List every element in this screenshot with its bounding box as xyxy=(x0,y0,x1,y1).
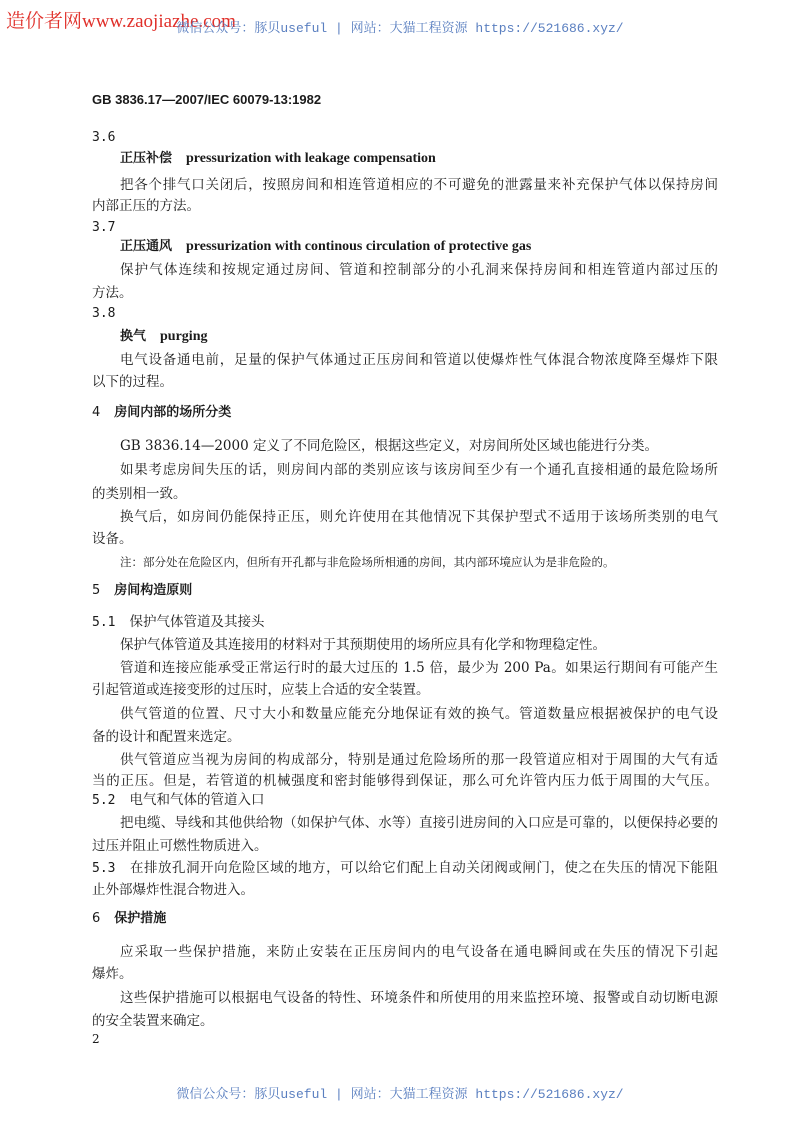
paragraph-line: 供气管道的位置、尺寸大小和数量应能充分地保证有效的换气。管道数量应根据被保护的电气设 xyxy=(120,706,718,722)
subsection-number: 5.3 xyxy=(92,861,116,876)
document-id: GB 3836.17—2007/IEC 60079-13:1982 xyxy=(92,92,322,107)
paragraph-line: 管道和连接应能承受正常运行时的最大过压的 1.5 倍，最少为 200 Pa。如果运行期间有可能产生 xyxy=(120,660,718,676)
paragraph-line: 引起管道或连接变形的过压时，应装上合适的安全装置。 xyxy=(92,682,430,698)
subsection-heading xyxy=(92,790,718,810)
paragraph-line: 方法。 xyxy=(92,285,133,301)
term-heading xyxy=(120,237,718,257)
paragraph-line: 换气后，如房间仍能保持正压，则允许使用在其他情况下其保护型式不适用于该场所类别的电气 xyxy=(120,509,718,525)
note: 注：部分处在危险区内，但所有开孔都与非危险场所相通的房间，其内部环境应认为是非危险的。 xyxy=(120,555,615,569)
paragraph-line: 爆炸。 xyxy=(92,966,133,982)
section-title: 房间内部的场所分类 xyxy=(114,405,232,420)
subsection-title: 电气和气体的管道入口 xyxy=(129,792,265,808)
section-heading xyxy=(92,403,718,423)
term-heading xyxy=(120,149,718,169)
paragraph-line: 把各个排气口关闭后，按照房间和相连管道相应的不可避免的泄露量来补充保护气体以保持房间 xyxy=(120,177,718,193)
paragraph-line: 供气管道应当视为房间的构成部分，特别是通过危险场所的那一段管道应相对于周围的大气有适 xyxy=(120,752,718,768)
paragraph-line: 的类别相一致。 xyxy=(92,486,187,502)
section-number: 5 xyxy=(92,583,101,598)
paragraph-line: 备的设计和配置来选定。 xyxy=(92,729,241,745)
paragraph-line: 这些保护措施可以根据电气设备的特性、环境条件和所使用的用来监控环境、报警或自动切断电源 xyxy=(120,990,718,1006)
paragraph-line: 以下的过程。 xyxy=(92,374,173,390)
paragraph-line: 过压并阻止可燃性物质进入。 xyxy=(92,838,268,854)
clause-number: 3.6 xyxy=(92,130,116,145)
page-number: 2 xyxy=(92,1032,100,1046)
paragraph-line: 把电缆、导线和其他供给物（如保护气体、水等）直接引进房间的入口应是可靠的，以便保持必要的 xyxy=(120,815,718,831)
term-cn: 正压通风 xyxy=(120,239,173,254)
paragraph-line: 在排放孔洞开向危险区域的地方，可以给它们配上自动关闭阀或闸门，使之在失压的情况下能阻 xyxy=(129,860,718,876)
subsection-title: 保护气体管道及其接头 xyxy=(129,614,265,630)
paragraph-line: 当的正压。但是，若管道的机械强度和密封能够得到保证，那么可允许管内压力低于周围的大气压。 xyxy=(92,773,718,789)
subsection-heading xyxy=(92,612,718,632)
paragraph-line: GB 3836.14—2000 定义了不同危险区，根据这些定义，对房间所处区域也能进行分类。 xyxy=(120,438,658,454)
subsection-line xyxy=(92,858,718,878)
paragraph-line: 如果考虑房间失压的话，则房间内部的类别应该与该房间至少有一个通孔直接相通的最危险场所 xyxy=(120,462,718,478)
paragraph-line: 保护气体连续和按规定通过房间、管道和控制部分的小孔洞来保持房间和相连管道内部过压的 xyxy=(120,262,718,278)
clause-number: 3.7 xyxy=(92,220,116,235)
watermark-site: 造价者网www.zaojiazhe.com xyxy=(6,11,236,32)
section-heading xyxy=(92,909,718,929)
paragraph-line: 止外部爆炸性混合物进入。 xyxy=(92,882,254,898)
paragraph-line: 电气设备通电前，足量的保护气体通过正压房间和管道以使爆炸性气体混合物浓度降至爆炸下限 xyxy=(120,352,718,368)
clause-number: 3.8 xyxy=(92,306,116,321)
section-number: 6 xyxy=(92,911,101,926)
term-cn: 正压补偿 xyxy=(120,151,173,166)
paragraph-line: 应采取一些保护措施，来防止安装在正压房间内的电气设备在通电瞬间或在失压的情况下引起 xyxy=(120,944,718,960)
watermark-banner-top: 微信公众号：豚贝useful | 网站：大猫工程资源 https://521686.xyz/ xyxy=(176,21,624,36)
term-en: pressurization with continous circulation of protective gas xyxy=(186,239,532,254)
paragraph-line: 内部正压的方法。 xyxy=(92,198,200,214)
watermark-banner-bottom: 微信公众号：豚贝useful | 网站：大猫工程资源 https://521686.xyz/ xyxy=(176,1087,624,1102)
section-heading xyxy=(92,581,718,601)
paragraph-line: 的安全装置来确定。 xyxy=(92,1013,214,1029)
term-heading xyxy=(120,327,718,347)
subsection-number: 5.1 xyxy=(92,615,116,630)
section-title: 保护措施 xyxy=(114,911,167,926)
term-en: purging xyxy=(160,329,208,344)
section-number: 4 xyxy=(92,405,101,420)
section-title: 房间构造原则 xyxy=(114,583,193,598)
paragraph-line: 设备。 xyxy=(92,531,133,547)
term-cn: 换气 xyxy=(120,329,147,344)
subsection-number: 5.2 xyxy=(92,793,116,808)
paragraph-line: 保护气体管道及其连接用的材料对于其预期使用的场所应具有化学和物理稳定性。 xyxy=(120,637,606,653)
term-en: pressurization with leakage compensation xyxy=(186,151,436,166)
